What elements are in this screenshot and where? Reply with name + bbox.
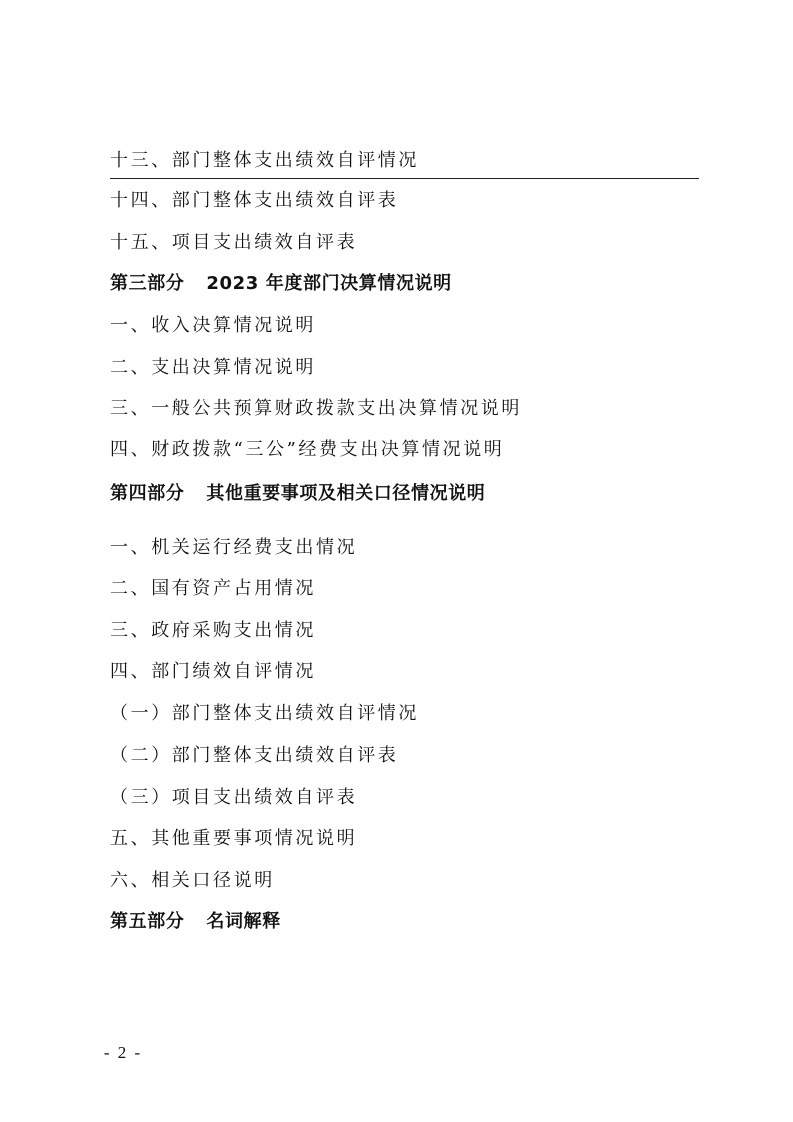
toc-item: 六、相关口径说明 xyxy=(110,870,275,891)
part5-heading xyxy=(110,910,281,934)
part5-label: 第五部分 xyxy=(110,911,185,932)
toc-item: 四、财政拨款“三公”经费支出决算情况说明 xyxy=(110,439,505,460)
toc-item: 三、政府采购支出情况 xyxy=(110,620,316,641)
part3-heading xyxy=(110,272,452,296)
part3-label: 第三部分 xyxy=(110,273,185,294)
toc-subitem: （三）项目支出绩效自评表 xyxy=(110,787,358,808)
toc-item: 五、其他重要事项情况说明 xyxy=(110,828,358,849)
part3-title: 2023 年度部门决算情况说明 xyxy=(206,273,452,294)
toc-item: 四、部门绩效自评情况 xyxy=(110,661,316,682)
part4-heading xyxy=(110,482,485,506)
page-number: - 2 - xyxy=(103,1043,143,1062)
underline-rule xyxy=(110,178,699,179)
part5-title: 名词解释 xyxy=(206,911,281,932)
toc-item: 十四、部门整体支出绩效自评表 xyxy=(110,190,399,211)
part4-label: 第四部分 xyxy=(110,483,185,504)
toc-item: 一、机关运行经费支出情况 xyxy=(110,537,358,558)
toc-item: 一、收入决算情况说明 xyxy=(110,315,316,336)
toc-item: 二、支出决算情况说明 xyxy=(110,357,316,378)
toc-item: 十五、项目支出绩效自评表 xyxy=(110,232,358,253)
toc-subitem: （一）部门整体支出绩效自评情况 xyxy=(110,703,419,724)
part4-title: 其他重要事项及相关口径情况说明 xyxy=(206,483,486,504)
toc-item: 十三、部门整体支出绩效自评情况 xyxy=(110,150,419,171)
toc-item: 三、一般公共预算财政拨款支出决算情况说明 xyxy=(110,398,522,419)
toc-item: 二、国有资产占用情况 xyxy=(110,578,316,599)
toc-subitem: （二）部门整体支出绩效自评表 xyxy=(110,745,399,766)
